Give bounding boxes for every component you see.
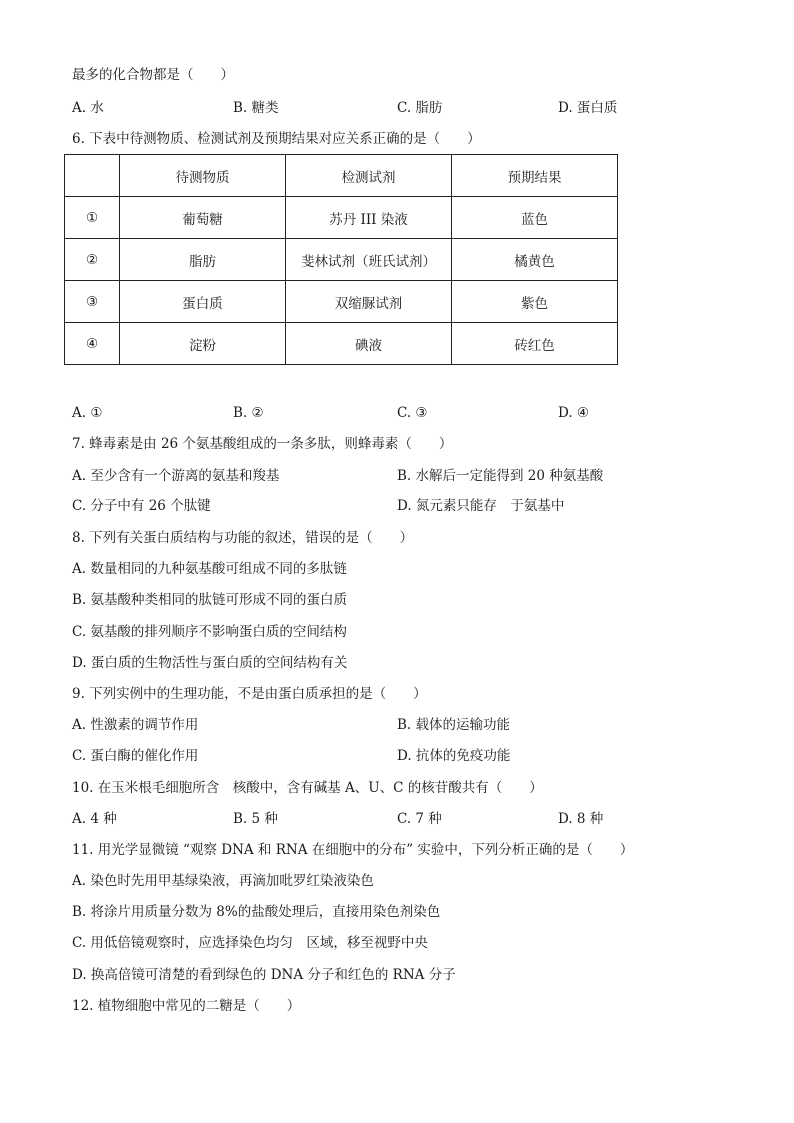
q11-option-a: A. 染色时先用甲基绿染液，再滴加吡罗红染液染色	[72, 873, 374, 889]
q10-option-d: D. 8 种	[558, 811, 604, 827]
table-row	[65, 281, 618, 323]
table-header-cell: 预期结果	[452, 155, 618, 197]
q9-option-a: A. 性激素的调节作用	[72, 717, 199, 733]
q6-option-a: A. ①	[72, 405, 103, 421]
q6-table	[64, 154, 618, 365]
q9-option-b: B. 载体的运输功能	[397, 717, 511, 733]
q10-option-a: A. 4 种	[72, 811, 117, 827]
table-cell: 脂肪	[120, 239, 286, 281]
table-cell: 蓝色	[452, 197, 618, 239]
q7-option-c: C. 分子中有 26 个肽键	[72, 498, 211, 514]
q5-stem: 最多的化合物都是（ ）	[72, 67, 234, 83]
q8-option-d: D. 蛋白质的生物活性与蛋白质的空间结构有关	[72, 655, 348, 671]
q6-option-d: D. ④	[558, 405, 590, 421]
q5-option-b: B. 糖类	[233, 100, 279, 116]
q10-stem: 10. 在玉米根毛细胞所含 核酸中，含有碱基 A、U、C 的核苷酸共有（ ）	[72, 780, 543, 796]
q7-option-d: D. 氮元素只能存 于氨基中	[397, 498, 565, 514]
q9-option-c: C. 蛋白酶的催化作用	[72, 748, 199, 764]
table-header-cell: 检测试剂	[286, 155, 452, 197]
q10-option-c: C. 7 种	[397, 811, 442, 827]
q12-stem: 12. 植物细胞中常见的二糖是（ ）	[72, 998, 301, 1014]
q7-stem: 7. 蜂毒素是由 26 个氨基酸组成的一条多肽，则蜂毒素（ ）	[72, 436, 453, 452]
q5-option-d: D. 蛋白质	[558, 100, 618, 116]
table-row	[65, 323, 618, 365]
q8-option-c: C. 氨基酸的排列顺序不影响蛋白质的空间结构	[72, 624, 347, 640]
q5-option-c: C. 脂肪	[397, 100, 443, 116]
q9-stem: 9. 下列实例中的生理功能，不是由蛋白质承担的是（ ）	[72, 686, 427, 702]
q6-option-c: C. ③	[397, 405, 428, 421]
table-cell: 苏丹 III 染液	[286, 197, 452, 239]
q11-stem: 11. 用光学显微镜 “观察 DNA 和 RNA 在细胞中的分布” 实验中，下列分析正确的是（ ）	[72, 842, 634, 858]
table-cell: ③	[65, 281, 120, 323]
table-header-row	[65, 155, 618, 197]
q7-option-b: B. 水解后一定能得到 20 种氨基酸	[397, 468, 604, 484]
table-cell: 橘黄色	[452, 239, 618, 281]
q7-option-a: A. 至少含有一个游离的氨基和羧基	[72, 468, 280, 484]
q8-stem: 8. 下列有关蛋白质结构与功能的叙述，错误的是（ ）	[72, 530, 414, 546]
table-cell: 紫色	[452, 281, 618, 323]
q10-option-b: B. 5 种	[233, 811, 278, 827]
table-row	[65, 239, 618, 281]
q11-option-d: D. 换高倍镜可清楚的看到绿色的 DNA 分子和红色的 RNA 分子	[72, 967, 456, 983]
table-cell: 蛋白质	[120, 281, 286, 323]
table-cell: 葡萄糖	[120, 197, 286, 239]
q5-option-a: A. 水	[72, 100, 104, 116]
q8-option-b: B. 氨基酸种类相同的肽链可形成不同的蛋白质	[72, 592, 348, 608]
table-cell: 斐林试剂（班氏试剂）	[286, 239, 452, 281]
table-cell: ②	[65, 239, 120, 281]
table-header-cell	[65, 155, 120, 197]
table-cell: 双缩脲试剂	[286, 281, 452, 323]
table-cell: ①	[65, 197, 120, 239]
table-cell: ④	[65, 323, 120, 365]
q11-option-c: C. 用低倍镜观察时，应选择染色均匀 区域，移至视野中央	[72, 935, 428, 951]
table-header-cell: 待测物质	[120, 155, 286, 197]
table-cell: 淀粉	[120, 323, 286, 365]
q8-option-a: A. 数量相同的九种氨基酸可组成不同的多肽链	[72, 561, 347, 577]
q9-option-d: D. 抗体的免疫功能	[397, 748, 511, 764]
table-row	[65, 197, 618, 239]
q11-option-b: B. 将涂片用质量分数为 8%的盐酸处理后，直接用染色剂染色	[72, 904, 441, 920]
q6-stem: 6. 下表中待测物质、检测试剂及预期结果对应关系正确的是（ ）	[72, 131, 481, 147]
table-cell: 砖红色	[452, 323, 618, 365]
q6-option-b: B. ②	[233, 405, 264, 421]
table-cell: 碘液	[286, 323, 452, 365]
